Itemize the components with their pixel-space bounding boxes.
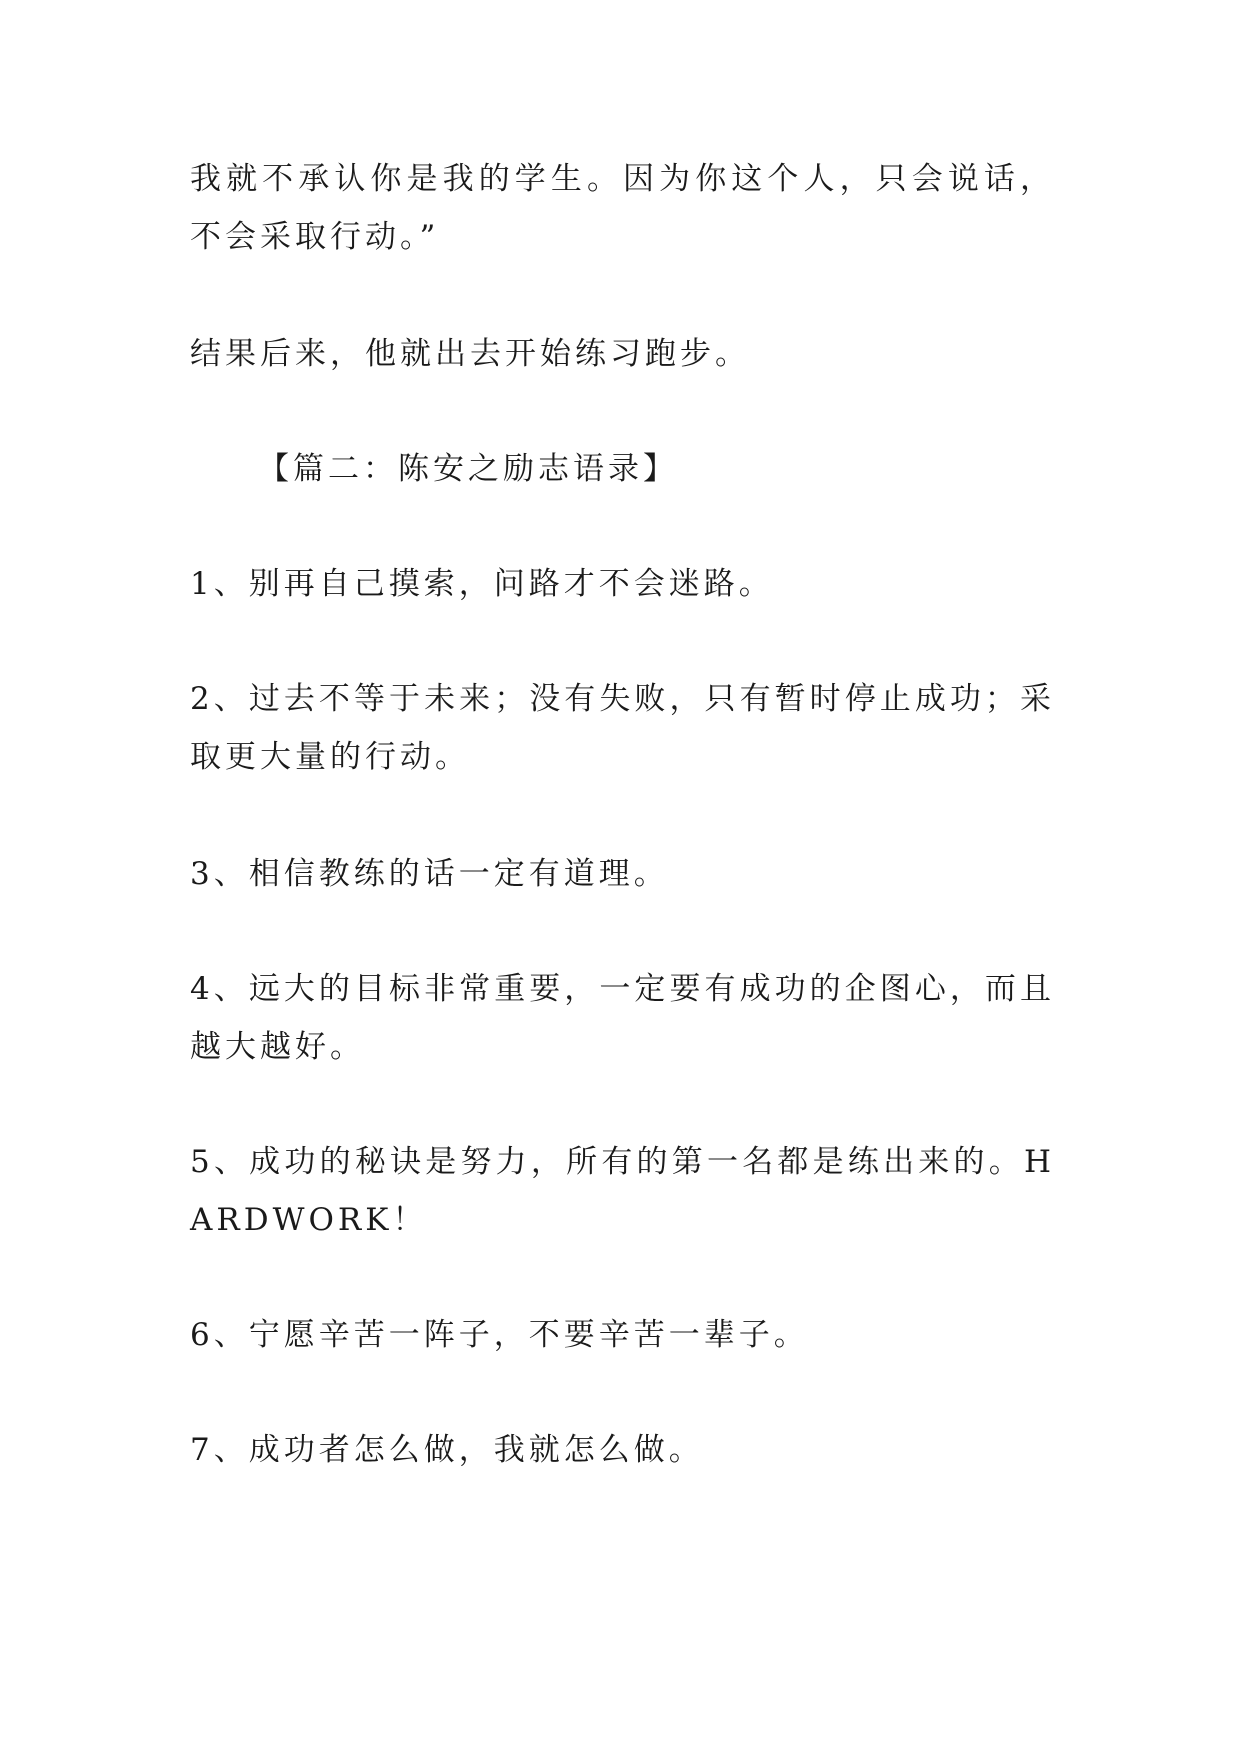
paragraph-result: 结果后来，他就出去开始练习跑步。: [190, 336, 750, 372]
list-item: 4、远大的目标非常重要，一定要有成功的企图心，而且越大越好。: [190, 971, 1055, 1065]
list-item: 7、成功者怎么做，我就怎么做。: [190, 1432, 704, 1468]
paragraph-continuation: 我就不承认你是我的学生。因为你这个人，只会说话，不会采取行动。”: [190, 161, 1055, 255]
section-heading: 【篇二：陈安之励志语录】: [258, 451, 678, 487]
list-item: 2、过去不等于未来；没有失败，只有暂时停止成功；采取更大量的行动。: [190, 681, 1055, 775]
list-item: 3、相信教练的话一定有道理。: [190, 856, 669, 892]
list-item: 1、别再自己摸索，问路才不会迷路。: [190, 566, 774, 602]
list-item: 5、成功的秘诀是努力，所有的第一名都是练出来的。HARDWORK！: [190, 1144, 1055, 1238]
list-item: 6、宁愿辛苦一阵子，不要辛苦一辈子。: [190, 1317, 809, 1353]
